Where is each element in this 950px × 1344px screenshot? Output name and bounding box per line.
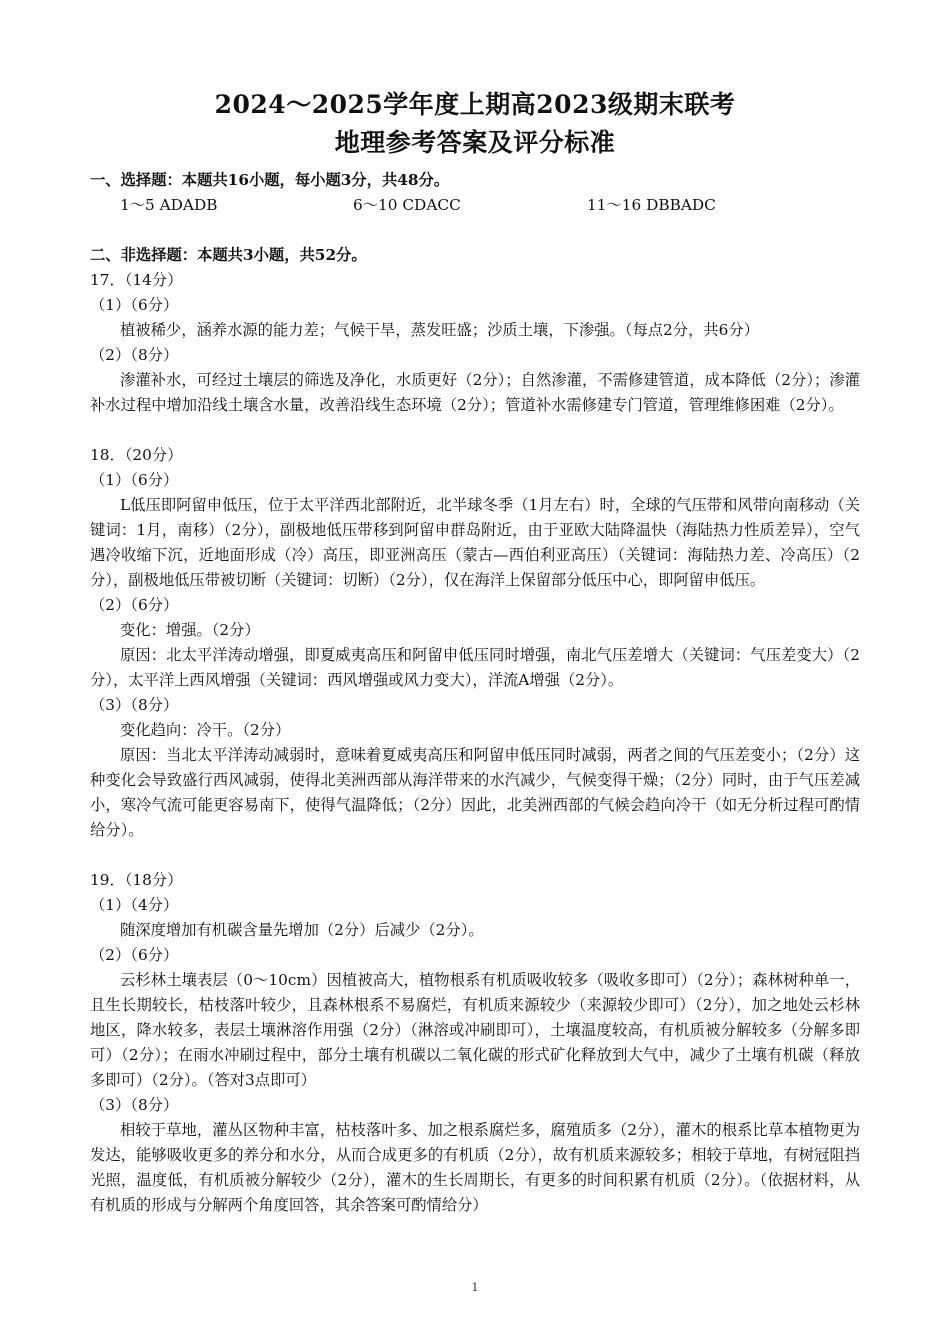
q17-header: 17．（14分） [90,271,183,289]
page-number: 1 [471,1281,479,1294]
q17-part2-label: （2）（8分） [90,346,179,364]
q18-part3-label: （3）（8分） [90,696,179,714]
choice-answers-row [90,193,860,218]
q19-part3-answer: 相较于草地，灌丛区物种丰富，枯枝落叶多、加之根系腐烂多，腐殖质多（2分），灌木的根系比草本植物更为发达，能够吸收更多的养分和水分，从而合成更多的有机质（2分），故有机质来源较多；相较于草地，有树冠阻挡光照，温度低，有机质被分解较少（2分），灌木的生长周期长，有更多的时间积累有机质（2分）。（依据材料，从有机质的形成与分解两个角度回答，其余答案可酌情给分） [90,1121,860,1214]
q18-part2-reason: 原因：北太平洋涛动增强，即夏威夷高压和阿留申低压同时增强，南北气压差增大（关键词：气压差变大）（2分），太平洋上西风增强（关键词：西风增强或风力变大），洋流A增强（2分）。 [90,646,860,689]
section-2-heading: 二、非选择题：本题共3小题，共52分。 [90,246,367,264]
q18-header: 18．（20分） [90,446,183,464]
q18-part3-change: 变化趋向：冷干。（2分） [120,721,291,739]
answers-6-10: 6～10 CDACC [353,196,461,214]
document-body [90,168,860,1218]
q18-part1-answer: L低压即阿留申低压，位于太平洋西北部附近，北半球冬季（1月左右）时，全球的气压带和风带向南移动（关键词：1月，南移）（2分），副极地低压带移到阿留申群岛附近，由于亚欧大陆降温快（海陆热力性质差异），空气遇冷收缩下沉，近地面形成（冷）高压，即亚洲高压（蒙古—西伯利亚高压）（关键词：海陆热力差、冷高压）（2分），副极地低压带被切断（关键词：切断）（2分），仅在海洋上保留部分低压中心，即阿留申低压。 [90,496,860,589]
q18-part2-label: （2）（6分） [90,596,179,614]
document-subtitle: 地理参考答案及评分标准 [334,128,616,157]
q19-part2-label: （2）（6分） [90,946,179,964]
q19-header: 19．（18分） [90,871,183,889]
q17-part1-answer: 植被稀少，涵养水源的能力差；气候干旱，蒸发旺盛；沙质土壤，下渗强。（每点2分，共6分） [120,321,759,339]
q18-part3-reason: 原因：当北太平洋涛动减弱时，意味着夏威夷高压和阿留申低压同时减弱，两者之间的气压差变小；（2分）这种变化会导致盛行西风减弱，使得北美洲西部从海洋带来的水汽减少，气候变得干燥；（2分）同时，由于气压差减小，寒冷气流可能更容易南下，使得气温降低；（2分）因此，北美洲西部的气候会趋向冷干（如无分析过程可酌情给分）。 [90,746,860,839]
q18-part1-label: （1）（6分） [90,471,179,489]
q18-part2-change: 变化：增强。（2分） [120,621,260,639]
answers-1-5: 1～5 ADADB [120,196,218,214]
q17-part2-answer: 渗灌补水，可经过土壤层的筛选及净化，水质更好（2分）；自然渗灌，不需修建管道，成本降低（2分）；渗灌补水过程中增加沿线土壤含水量，改善沿线生态环境（2分）；管道补水需修建专门管道，管理维修困难（2分）。 [90,371,860,414]
q19-part1-answer: 随深度增加有机碳含量先增加（2分）后减少（2分）。 [120,921,484,939]
q19-part1-label: （1）（4分） [90,896,179,914]
q19-part3-label: （3）（8分） [90,1096,179,1114]
q17-part1-label: （1）（6分） [90,296,179,314]
answers-11-16: 11～16 DBBADC [587,196,716,214]
q19-part2-answer: 云杉林土壤表层（0～10cm）因植被高大，植物根系有机质吸收较多（吸收多即可）（2分）；森林树种单一，且生长期较长，枯枝落叶较少，且森林根系不易腐烂，有机质来源较少（来源较少即可）（2分），加之地处云杉林地区，降水较多，表层土壤淋溶作用强（2分）（淋溶或冲刷即可），土壤温度较高，有机质被分解较多（分解多即可）（2分）；在雨水冲刷过程中，部分土壤有机碳以二氧化碳的形式矿化释放到大气中，减少了土壤有机碳（释放多即可）（2分）。（答对3点即可） [90,971,860,1089]
document-title: 2024～2025学年度上期高2023级期末联考 [214,90,736,119]
section-1-heading: 一、选择题：本题共16小题，每小题3分，共48分。 [90,171,450,189]
